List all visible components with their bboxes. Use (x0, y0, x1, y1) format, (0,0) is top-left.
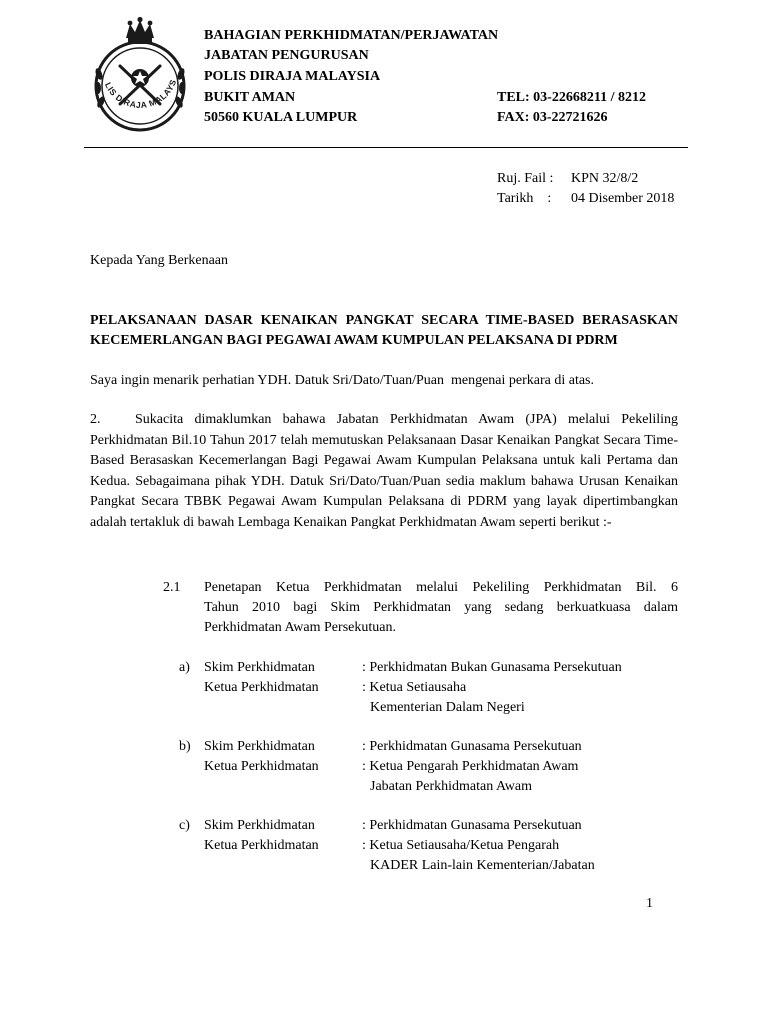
item-a-ketua-value: : Ketua Setiausaha (362, 680, 467, 695)
reference-date-value: 04 Disember 2018 (571, 191, 675, 206)
subsection-2-1-number: 2.1 (163, 580, 181, 595)
intro-paragraph: Saya ingin menarik perhatian YDH. Datuk Sri/Dato/Tuan/Puan mengenai perkara di atas. (90, 373, 595, 388)
page-number: 1 (646, 896, 653, 911)
item-a-skim-label: Skim Perkhidmatan (204, 660, 315, 675)
subsection-2-1-line-1: Penetapan Ketua Perkhidmatan melalui Pekeliling Perkhidmatan Bil. 6 (204, 580, 678, 595)
item-b-letter: b) (179, 739, 191, 754)
reference-file (497, 169, 638, 189)
paragraph-2-text: Sukacita dimaklumkan bahawa Jabatan Perkhidmatan Awam (JPA) melalui Pekeliling Perkhidmatan Bil.10 Tahun 2017 telah memutuskan Pelaksanaan Dasar Kenaikan Pangkat Secara Time-Based Berasaskan Kecemerlangan Bagi Pegawai Awam Kumpulan Pelaksana untuk kali Pertama dan Kedua. Sebagaimana pihak YDH. Datuk Sri/Dato/Tuan/Puan sedia maklum bahawa Urusan Kenaikan Pangkat Secara TBBK Pegawai Awam Kumpulan Pelaksana di PDRM yang layak dipertimbangkan adalah tertakluk di bawah Lembaga Kenaikan Pangkat Perkhidmatan Awam seperti berikut :- (90, 412, 678, 530)
reference-date-label: Tarikh : (497, 191, 552, 206)
item-c-skim-value: : Perkhidmatan Gunasama Persekutuan (362, 818, 582, 833)
item-b-ketua-label: Ketua Perkhidmatan (204, 759, 319, 774)
letterhead-line-2: JABATAN PENGURUSAN (204, 48, 369, 63)
item-a-ketua-label: Ketua Perkhidmatan (204, 680, 319, 695)
reference-file-label: Ruj. Fail : (497, 171, 554, 186)
item-a-ketua-value-2: Kementerian Dalam Negeri (370, 700, 525, 715)
reference-date (497, 189, 674, 209)
item-c-letter: c) (179, 818, 190, 833)
item-b-ketua-value: : Ketua Pengarah Perkhidmatan Awam (362, 759, 579, 774)
svg-text:POLIS DIRAJA MALAYSIA: LIS DIRAJA MALAYS (102, 77, 179, 110)
letterhead-line-5: 50560 KUALA LUMPUR (204, 110, 358, 125)
subsection-2-1-line-3: Perkhidmatan Awam Persekutuan. (204, 620, 396, 635)
salutation: Kepada Yang Berkenaan (90, 253, 229, 268)
subsection-2-1-line-2: Tahun 2010 bagi Skim Perkhidmatan yang sedang berkuatkuasa dalam (204, 600, 678, 615)
item-c-ketua-value: : Ketua Setiausaha/Ketua Pengarah (362, 838, 560, 853)
reference-file-value: KPN 32/8/2 (571, 171, 639, 186)
item-c-ketua-label: Ketua Perkhidmatan (204, 838, 319, 853)
item-b-skim-value: : Perkhidmatan Gunasama Persekutuan (362, 739, 582, 754)
letterhead-line-4: BUKIT AMAN (204, 90, 296, 105)
letterhead-line-3: POLIS DIRAJA MALAYSIA (204, 69, 381, 84)
item-a-skim-value: : Perkhidmatan Bukan Gunasama Persekutuan (362, 660, 622, 675)
item-b-ketua-value-2: Jabatan Perkhidmatan Awam (370, 779, 533, 794)
pdrm-crest-logo (90, 16, 190, 136)
item-b-skim-label: Skim Perkhidmatan (204, 739, 315, 754)
item-a-letter: a) (179, 660, 190, 675)
letterhead-tel: TEL: 03-22668211 / 8212 (497, 90, 646, 105)
item-c-ketua-value-2: KADER Lain-lain Kementerian/Jabatan (370, 858, 595, 873)
letterhead-line-1: BAHAGIAN PERKHIDMATAN/PERJAWATAN (204, 28, 499, 43)
letterhead-fax: FAX: 03-22721626 (497, 110, 608, 125)
header-divider (84, 147, 688, 148)
letter-title-line-2: KECEMERLANGAN BAGI PEGAWAI AWAM KUMPULAN PELAKSANA DI PDRM (90, 333, 618, 348)
paragraph-2 (90, 410, 678, 533)
paragraph-2-number: 2. (90, 412, 101, 427)
item-c-skim-label: Skim Perkhidmatan (204, 818, 315, 833)
letter-title-line-1: PELAKSANAAN DASAR KENAIKAN PANGKAT SECARA TIME-BASED BERASASKAN (90, 313, 678, 328)
